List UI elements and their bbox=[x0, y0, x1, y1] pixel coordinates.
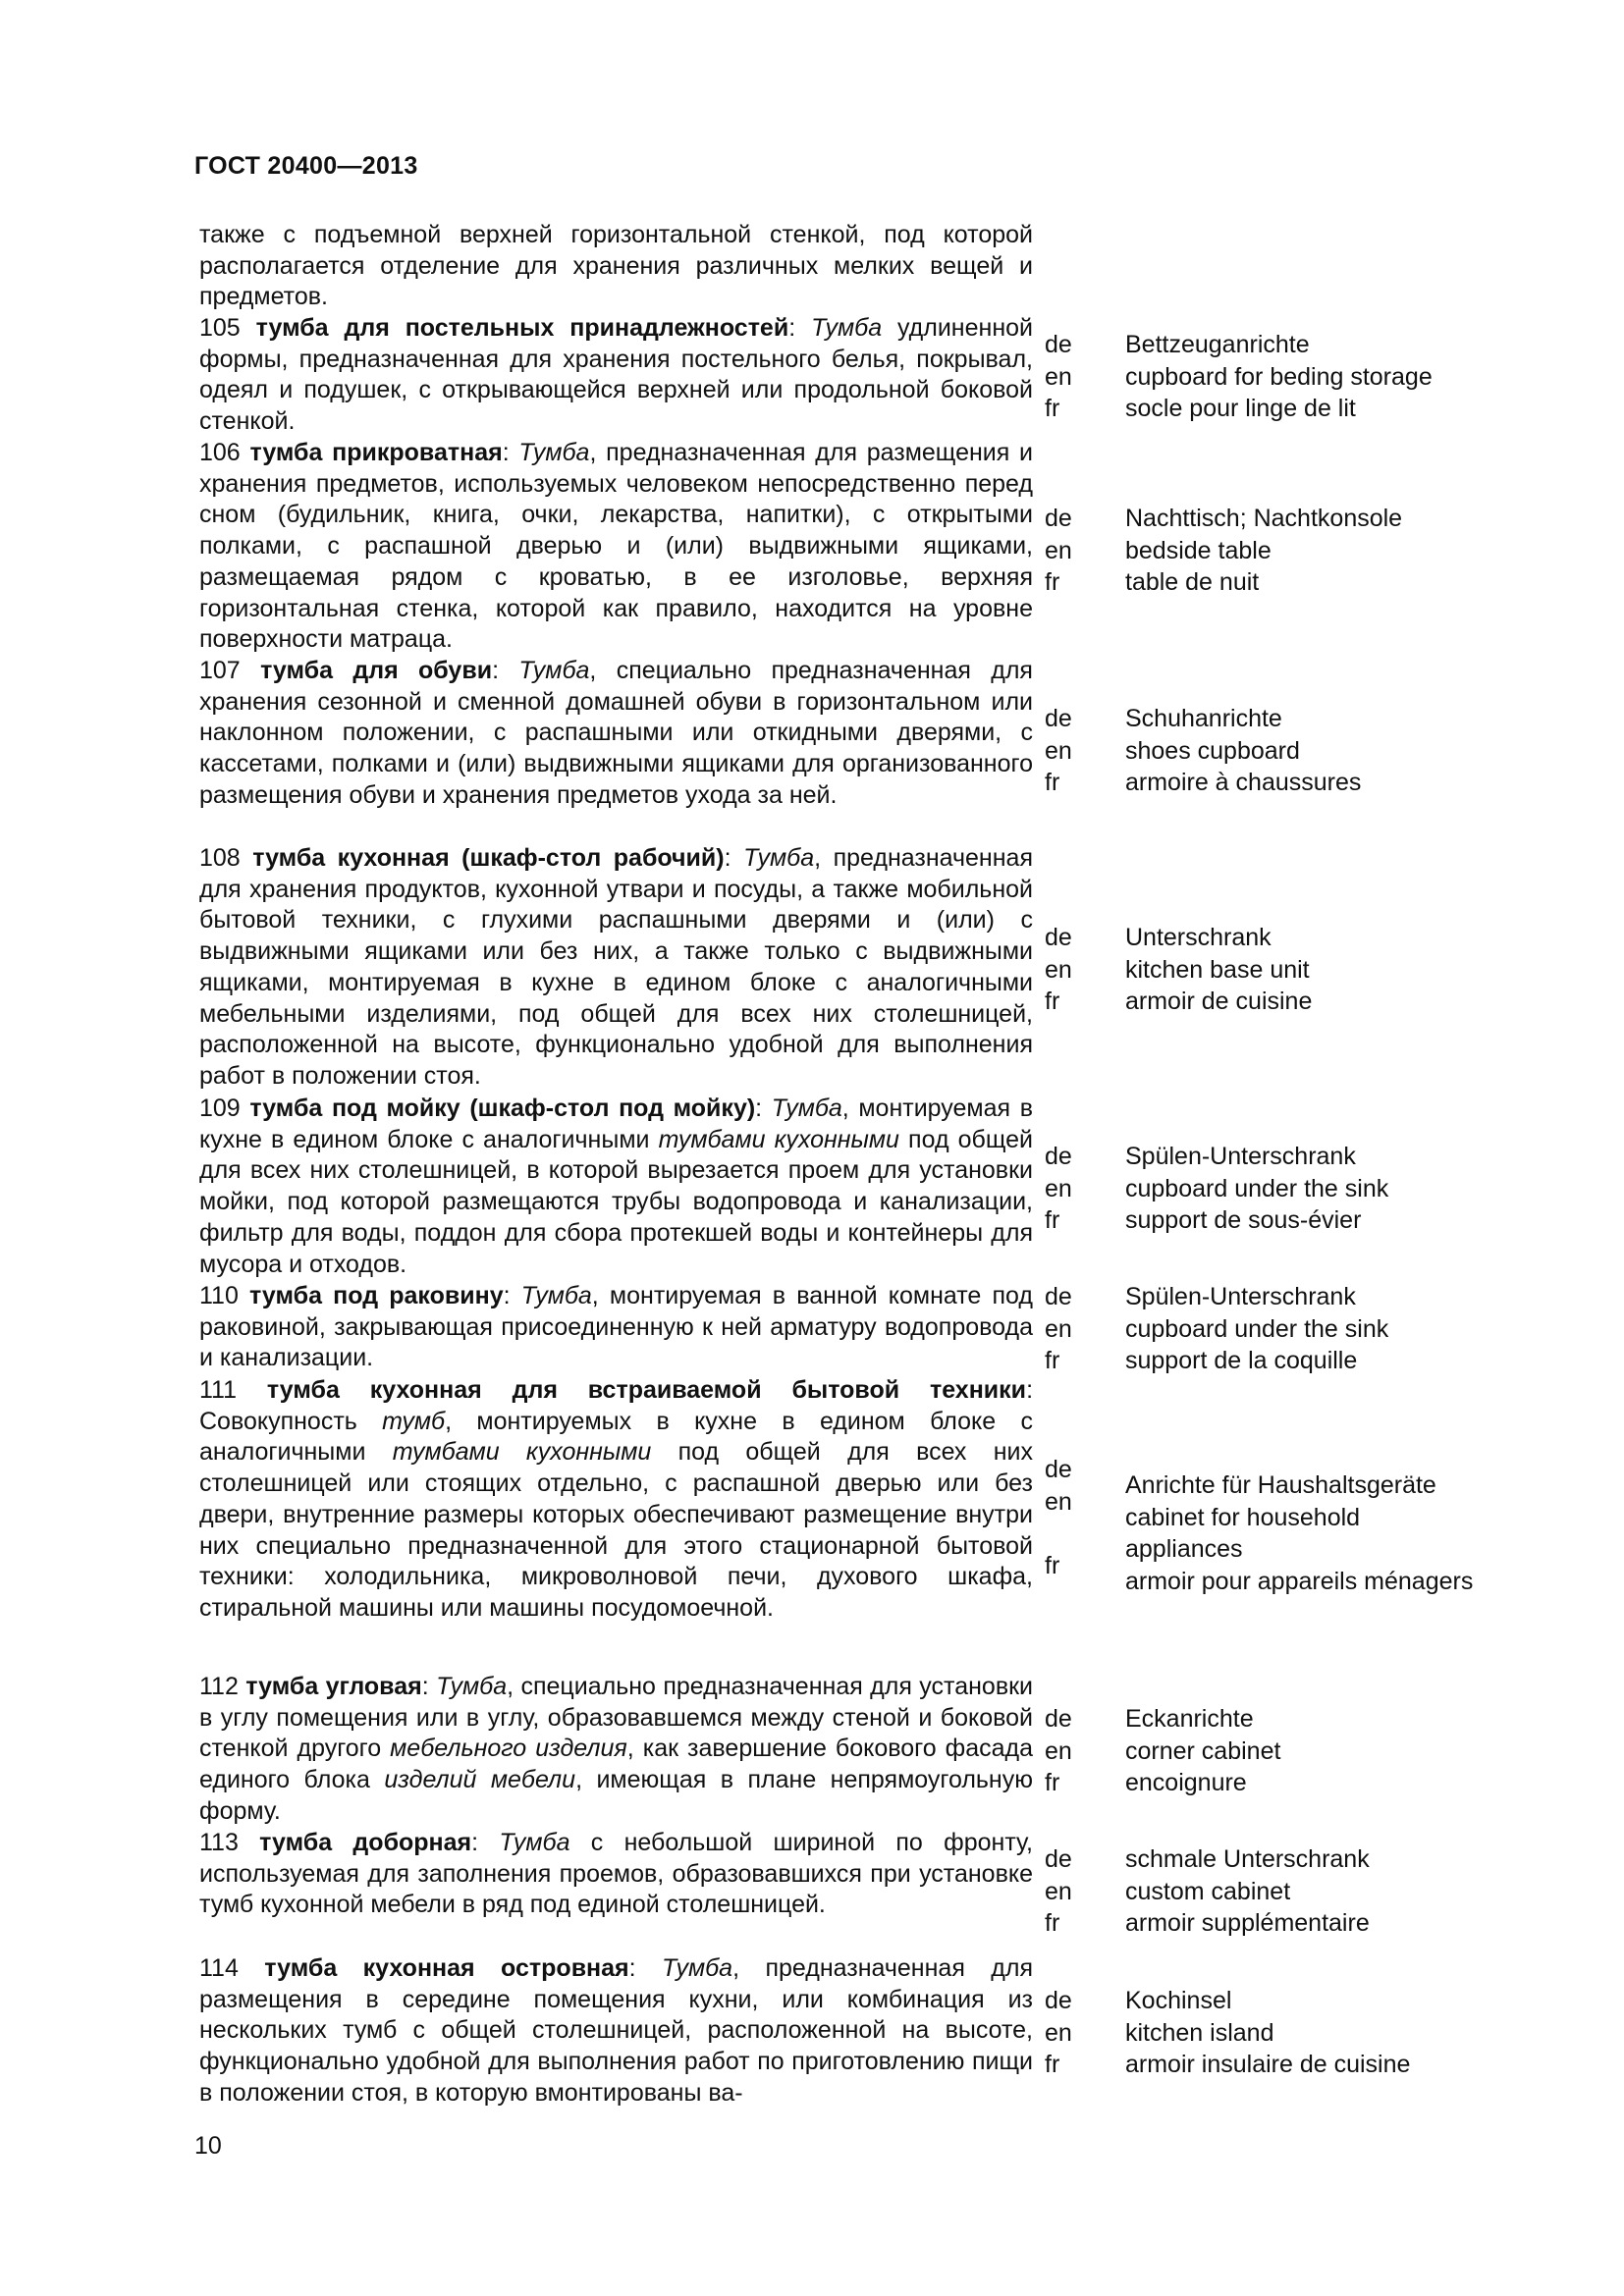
language-codes bbox=[1045, 1281, 1072, 1377]
term-en: shoes cupboard bbox=[1125, 736, 1300, 765]
term-name: тумба для обуви bbox=[260, 657, 493, 684]
lang-code-en: en bbox=[1045, 1314, 1072, 1343]
lang-code-fr: fr bbox=[1045, 1206, 1060, 1234]
term-de: Anrichte für Haushaltsgeräte bbox=[1125, 1471, 1436, 1499]
term-definition-text: Тумба, предназначенная для хранения продуктов, кухонной утвари и посуды, а также мобильной бытовой техники, с глухими распашными дверями и (или) с выдвижными ящиками или без них, а также только с выдвижными ящиками, монтируемая в кухне в едином блоке с аналогичными мебельными изделиями, под общей для всех них столешницей, расположенной на высоте, функционально удобной для выполнения работ в положении стоя. bbox=[199, 844, 1033, 1090]
foreign-equivalents bbox=[1125, 1703, 1538, 1799]
term-en: cabinet for household appliances bbox=[1125, 1503, 1361, 1563]
term-de: Unterschrank bbox=[1125, 924, 1272, 951]
term-en: bedside table bbox=[1125, 536, 1272, 564]
lang-code-en: en bbox=[1045, 1877, 1072, 1905]
term-definition-text: Тумба, специально предназначенная для хранения сезонной и сменной домашней обуви в горизонтальном или наклонном положении, с распашными или откидными дверями, с кассетами, полками и (или) выдвижными ящиками для организованного размещения обуви и хранения предметов ухода за ней. bbox=[199, 657, 1033, 809]
lang-code-en: en bbox=[1045, 362, 1072, 391]
lang-code-de: de bbox=[1045, 331, 1072, 358]
term-en: cupboard for beding storage bbox=[1125, 362, 1433, 391]
language-codes bbox=[1045, 1843, 1072, 1940]
foreign-equivalents bbox=[1125, 329, 1538, 425]
language-codes bbox=[1045, 503, 1072, 599]
term-de: Spülen-Unterschrank bbox=[1125, 1143, 1356, 1170]
lang-code-de: de bbox=[1045, 705, 1072, 732]
lang-code-de: de bbox=[1045, 505, 1072, 532]
term-definition: 111 тумба кухонная для встраиваемой бытовой техники: Совокупность тумб, монтируемых в кухне в едином блоке с аналогичными тумбами кухонными под общей для всех них столешницей или стоящих отдельно, с распашной дверью или без двери, внутренние размеры которых обеспечивают размещение внутри них специально предназначенной для этого стационарной бытовой техники: холодильника, микроволновой печи, духового шкафа, стиральной машины или машины посудомоечной. bbox=[199, 1376, 1034, 1622]
term-number: 108 bbox=[199, 844, 241, 872]
term-en: cupboard under the sink bbox=[1125, 1314, 1389, 1343]
foreign-equivalents bbox=[1125, 922, 1538, 1018]
term-definition: 110 тумба под раковину: Тумба, монтируемая в ванной комнате под раковиной, закрывающая присоединенную к ней арматуру водопровода и канализации. bbox=[199, 1282, 1033, 1372]
term-definition-text: Совокупность тумб, монтируемых в кухне в едином блоке с аналогичными тумбами кухонными под общей для всех них столешницей или стоящих отдельно, с распашной дверью или без двери, внутренние размеры которых обеспечивают размещение внутри них специально предназначенной для этого стационарной бытовой техники: холодильника, микроволновой печи, духового шкафа, стиральной машины или машины посудомоечной. bbox=[199, 1407, 1033, 1622]
lang-code-de: de bbox=[1045, 1987, 1072, 2014]
term-name: тумба прикроватная bbox=[249, 439, 503, 466]
term-definition-text: Тумба, монтируемая в кухне в едином блоке с аналогичными тумбами кухонными под общей для всех них столешницей, в которой вырезается проем для установки мойки, под которой размещаются трубы водопровода и канализации, фильтр для воды, поддон для сбора протекшей воды и контейнеры для мусора и отходов. bbox=[199, 1095, 1034, 1278]
term-name: тумба доборная bbox=[259, 1829, 472, 1856]
language-codes bbox=[1045, 329, 1072, 425]
lang-code-en: en bbox=[1045, 1487, 1072, 1516]
term-number: 111 bbox=[199, 1376, 238, 1404]
term-en: kitchen base unit bbox=[1125, 955, 1310, 984]
lang-code-fr: fr bbox=[1045, 1347, 1060, 1374]
lang-code-de: de bbox=[1045, 1845, 1072, 1873]
lang-code-fr: fr bbox=[1045, 1909, 1060, 1937]
language-codes bbox=[1045, 1985, 1072, 2081]
term-definition: 107 тумба для обуви: Тумба, специально предназначенная для хранения сезонной и сменной домашней обуви в горизонтальном или наклонном положении, с распашными или откидными дверями, с кассетами, полками и (или) выдвижными ящиками для организованного размещения обуви и хранения предметов ухода за ней. bbox=[199, 657, 1033, 809]
term-fr: encoignure bbox=[1125, 1769, 1247, 1796]
lang-code-fr: fr bbox=[1045, 568, 1060, 596]
term-definition: 105 тумба для постельных принадлежностей: Тумба удлиненной формы, предназначенная для хранения постельного белья, покрывал, одеял и подушек, с открывающейся верхней или продольной боковой стенкой. bbox=[199, 314, 1034, 436]
lang-code-en: en bbox=[1045, 1174, 1072, 1202]
term-de: Nachttisch; Nachtkonsole bbox=[1125, 505, 1403, 532]
term-number: 107 bbox=[199, 657, 241, 684]
term-en: corner cabinet bbox=[1125, 1736, 1281, 1765]
term-number: 112 bbox=[199, 1673, 239, 1700]
term-fr: armoir de cuisine bbox=[1125, 988, 1313, 1015]
lang-code-en: en bbox=[1045, 2018, 1072, 2047]
term-number: 109 bbox=[199, 1095, 241, 1122]
term-en: cupboard under the sink bbox=[1125, 1174, 1389, 1202]
foreign-equivalents bbox=[1125, 1843, 1538, 1940]
foreign-equivalents bbox=[1125, 1985, 1538, 2081]
term-number: 113 bbox=[199, 1829, 239, 1856]
foreign-equivalents bbox=[1125, 1141, 1538, 1237]
term-number: 114 bbox=[199, 1954, 239, 1982]
term-de: Bettzeuganrichte bbox=[1125, 331, 1310, 358]
term-name: тумба кухонная для встраиваемой бытовой техники bbox=[266, 1376, 1027, 1404]
lang-code-en: en bbox=[1045, 736, 1072, 765]
term-definition: 106 тумба прикроватная: Тумба, предназначенная для размещения и хранения предметов, используемых человеком непосредственно перед сном (будильник, книга, очки, лекарства, напитки), с открытыми полками, с распашной дверью и (или) выдвижными ящиками, размещаемая рядом с кроватью, в ее изголовье, верхняя горизонтальная стенка, которой как правило, находится на уровне поверхности матраца. bbox=[199, 439, 1034, 654]
term-fr: armoir insulaire de cuisine bbox=[1125, 2051, 1411, 2078]
term-name: тумба для постельных принадлежностей bbox=[255, 314, 789, 342]
language-codes bbox=[1045, 1141, 1072, 1237]
lang-code-en: en bbox=[1045, 955, 1072, 984]
lang-code-en: en bbox=[1045, 1736, 1072, 1765]
term-definition: 108 тумба кухонная (шкаф-стол рабочий): Тумба, предназначенная для хранения продуктов, кухонной утвари и посуды, а также мобильной бытовой техники, с глухими распашными дверями и (или) с выдвижными ящиками или без них, а также только с выдвижными ящиками, монтируемая в кухне в едином блоке с аналогичными мебельными изделиями, под общей для всех них столешницей, расположенной на высоте, функционально удобной для выполнения работ в положении стоя. bbox=[199, 844, 1033, 1090]
lang-code-fr: fr bbox=[1045, 769, 1060, 796]
term-fr: socle pour linge de lit bbox=[1125, 395, 1356, 422]
term-name: тумба под мойку (шкаф-стол под мойку) bbox=[249, 1095, 756, 1122]
term-fr: support de la coquille bbox=[1125, 1347, 1358, 1374]
term-definition: 109 тумба под мойку (шкаф-стол под мойку): Тумба, монтируемая в кухне в едином блоке с аналогичными тумбами кухонными под общей для всех них столешницей, в которой вырезается проем для установки мойки, под которой размещаются трубы водопровода и канализации, фильтр для воды, поддон для сбора протекшей воды и контейнеры для мусора и отходов. bbox=[199, 1095, 1034, 1278]
language-codes bbox=[1045, 703, 1072, 799]
term-name: тумба кухонная островная bbox=[264, 1954, 629, 1982]
term-fr: armoir pour appareils ménagers bbox=[1125, 1567, 1474, 1595]
lang-code-fr: fr bbox=[1045, 395, 1060, 422]
lang-code-fr: fr bbox=[1045, 988, 1060, 1015]
term-definition-text: Тумба удлиненной формы, предназначенная для хранения постельного белья, покрывал, одеял и подушек, с открывающейся верхней или продольной боковой стенкой. bbox=[199, 314, 1034, 436]
document-header: ГОСТ 20400—2013 bbox=[194, 152, 418, 180]
term-de: schmale Unterschrank bbox=[1125, 1845, 1370, 1873]
term-number: 105 bbox=[199, 314, 241, 342]
language-codes bbox=[1045, 922, 1072, 1018]
term-definition-text: Тумба, монтируемая в ванной комнате под раковиной, закрывающая присоединенную к ней арматуру водопровода и канализации. bbox=[199, 1282, 1033, 1372]
term-definition-text: Тумба с небольшой шириной по фронту, используемая для заполнения проемов, образовавшихся при установке тумб кухонной мебели в ряд под единой столешницей. bbox=[199, 1829, 1033, 1919]
term-definition-text: Тумба, предназначенная для размещения и хранения предметов, используемых человеком непосредственно перед сном (будильник, книга, очки, лекарства, напитки), с открытыми полками, с распашной дверью и (или) выдвижными ящиками, размещаемая рядом с кроватью, в ее изголовье, верхняя горизонтальная стенка, которой как правило, находится на уровне поверхности матраца. bbox=[199, 439, 1034, 654]
lang-code-en: en bbox=[1045, 536, 1072, 564]
term-de: Eckanrichte bbox=[1125, 1705, 1254, 1733]
language-codes bbox=[1045, 1703, 1072, 1799]
term-de: Spülen-Unterschrank bbox=[1125, 1283, 1356, 1310]
lang-code-de: de bbox=[1045, 1456, 1072, 1483]
term-definition: 113 тумба доборная: Тумба с небольшой шириной по фронту, используемая для заполнения проемов, образовавшихся при установке тумб кухонной мебели в ряд под единой столешницей. bbox=[199, 1829, 1033, 1919]
lang-code-de: de bbox=[1045, 1283, 1072, 1310]
lang-code-fr: fr bbox=[1045, 2051, 1060, 2078]
term-definition: 114 тумба кухонная островная: Тумба, предназначенная для размещения в середине помещения кухни, или комбинация из нескольких тумб с общей столешницей, расположенной на высоте, функционально удобной для выполнения работ по приготовлению пищи в положении стоя, в которую вмонтированы ва- bbox=[199, 1954, 1033, 2107]
term-fr: armoir supplémentaire bbox=[1125, 1909, 1370, 1937]
foreign-equivalents bbox=[1125, 1281, 1538, 1377]
term-fr: support de sous-évier bbox=[1125, 1206, 1362, 1234]
foreign-equivalents bbox=[1125, 503, 1538, 599]
lang-code-de: de bbox=[1045, 1143, 1072, 1170]
term-definition-text: Тумба, специально предназначенная для установки в углу помещения или в углу, образовавшемся между стеной и боковой стенкой другого мебельного изделия, как завершение бокового фасада единого блока изделий мебели, имеющая в плане непрямоугольную форму. bbox=[199, 1673, 1033, 1825]
lang-code-de: de bbox=[1045, 924, 1072, 951]
foreign-equivalents bbox=[1125, 703, 1538, 799]
term-en: kitchen island bbox=[1125, 2018, 1274, 2047]
term-de: Kochinsel bbox=[1125, 1987, 1232, 2014]
term-name: тумба кухонная (шкаф-стол рабочий) bbox=[252, 844, 725, 872]
lang-code-fr: fr bbox=[1045, 1551, 1060, 1579]
term-number: 106 bbox=[199, 439, 241, 466]
foreign-equivalents bbox=[1125, 1469, 1538, 1597]
term-definition-text: Тумба, предназначенная для размещения в середине помещения кухни, или комбинация из нескольких тумб с общей столешницей, расположенной на высоте, функционально удобной для выполнения работ по приготовлению пищи в положении стоя, в которую вмонтированы ва- bbox=[199, 1954, 1033, 2107]
term-fr: armoire à chaussures bbox=[1125, 769, 1362, 796]
lang-code-fr: fr bbox=[1045, 1769, 1060, 1796]
term-fr: table de nuit bbox=[1125, 568, 1260, 596]
lang-code-de: de bbox=[1045, 1705, 1072, 1733]
term-name: тумба под раковину bbox=[249, 1282, 504, 1309]
term-number: 110 bbox=[199, 1282, 239, 1309]
term-de: Schuhanrichte bbox=[1125, 705, 1282, 732]
page-number: 10 bbox=[194, 2132, 222, 2160]
intro-continuation-text: также с подъемной верхней горизонтальной стенкой, под которой располагается отделение для хранения различных мелких вещей и предметов. bbox=[199, 221, 1033, 311]
language-codes bbox=[1045, 1454, 1072, 1581]
term-name: тумба угловая bbox=[245, 1673, 422, 1700]
term-definition: 112 тумба угловая: Тумба, специально предназначенная для установки в углу помещения или в углу, образовавшемся между стеной и боковой стенкой другого мебельного изделия, как завершение бокового фасада единого блока изделий мебели, имеющая в плане непрямоугольную форму. bbox=[199, 1673, 1033, 1825]
term-en: custom cabinet bbox=[1125, 1877, 1291, 1905]
